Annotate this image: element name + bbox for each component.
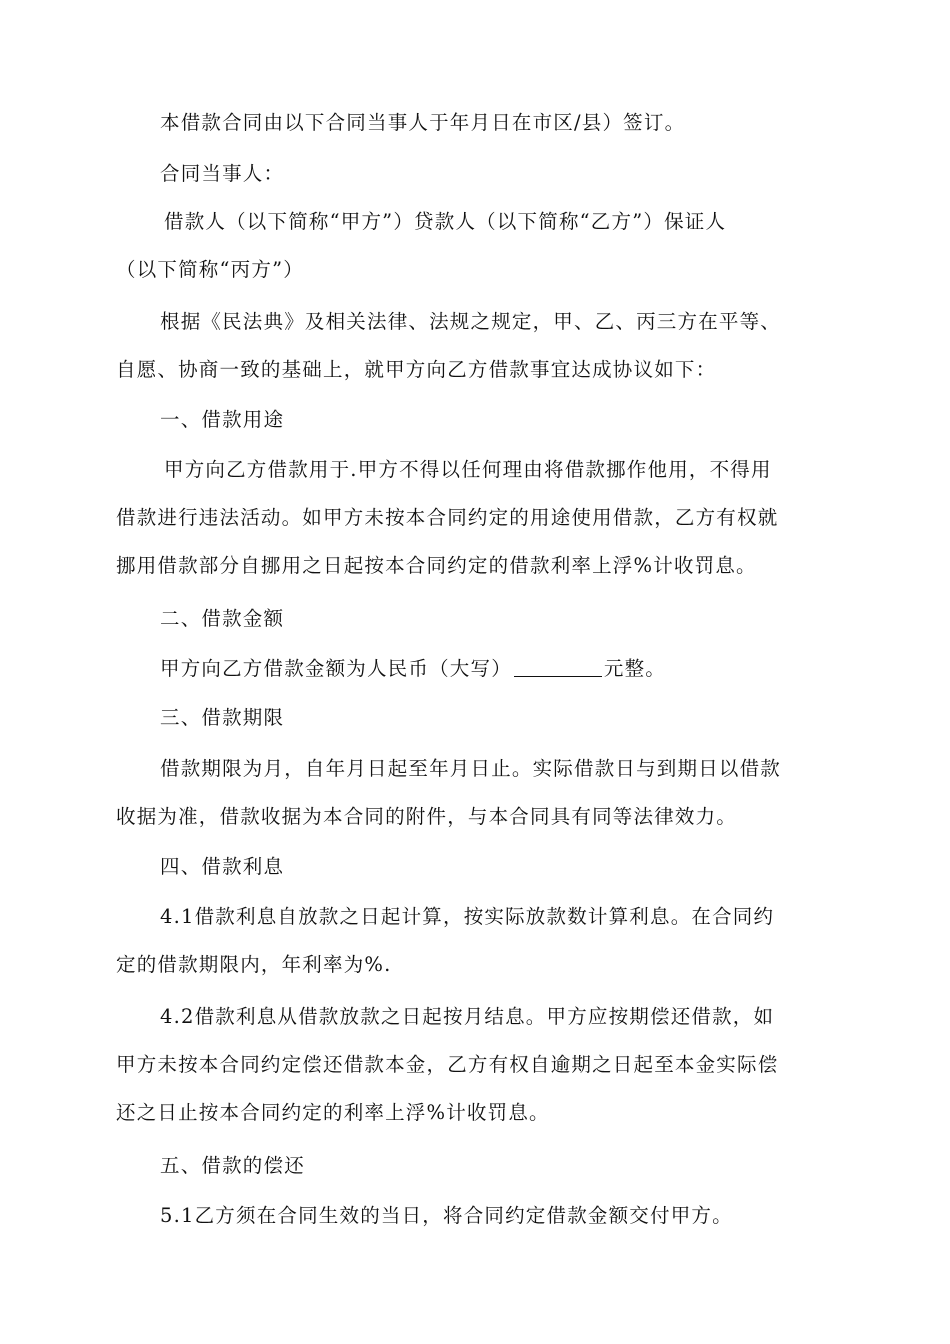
section-4-1-line-1: 4.1借款利息自放款之日起计算，按实际放款数计算利息。在合同约 <box>160 905 775 928</box>
section-2-text-after: 元整。 <box>603 657 667 680</box>
section-3-line-2: 收据为准，借款收据为本合同的附件，与本合同具有同等法律效力。 <box>116 805 738 828</box>
parties-heading: 合同当事人： <box>160 162 285 185</box>
section-1-line-3: 挪用借款部分自挪用之日起按本合同约定的借款利率上浮%计收罚息。 <box>116 554 757 577</box>
parties-line-2: （以下简称“丙方”） <box>116 258 304 281</box>
parties-line-1: 借款人（以下简称“甲方”）贷款人（以下简称“乙方”）保证人 <box>164 210 727 233</box>
section-5-title: 五、借款的偿还 <box>160 1154 305 1177</box>
section-3-title: 三、借款期限 <box>160 706 285 729</box>
amount-blank <box>514 658 602 677</box>
section-4-title: 四、借款利息 <box>160 855 285 878</box>
section-3-line-1: 借款期限为月，自年月日起至年月日止。实际借款日与到期日以借款 <box>160 757 782 780</box>
section-2-text <box>116 645 846 693</box>
basis-line-2: 自愿、协商一致的基础上，就甲方向乙方借款事宜达成协议如下： <box>116 358 717 381</box>
section-2-title: 二、借款金额 <box>160 607 285 630</box>
section-4-2-line-2: 甲方未按本合同约定偿还借款本金，乙方有权自逾期之日起至本金实际偿 <box>116 1053 779 1076</box>
basis-line-1: 根据《民法典》及相关法律、法规之规定，甲、乙、丙三方在平等、 <box>160 310 782 333</box>
section-5-1-line-1: 5.1乙方须在合同生效的当日，将合同约定借款金额交付甲方。 <box>160 1204 733 1227</box>
section-1-line-1: 甲方向乙方借款用于.甲方不得以任何理由将借款挪作他用，不得用 <box>164 458 772 481</box>
section-1-line-2: 借款进行违法活动。如甲方未按本合同约定的用途使用借款，乙方有权就 <box>116 506 779 529</box>
section-4-2-line-3: 还之日止按本合同约定的利率上浮%计收罚息。 <box>116 1101 550 1124</box>
intro-paragraph: 本借款合同由以下合同当事人于年月日在市区/县）签订。 <box>160 111 686 134</box>
section-1-title: 一、借款用途 <box>160 408 285 431</box>
section-4-2-line-1: 4.2借款利息从借款放款之日起按月结息。甲方应按期偿还借款，如 <box>160 1005 775 1028</box>
section-4-1-line-2: 定的借款期限内，年利率为%. <box>116 953 392 976</box>
section-2-text-before: 甲方向乙方借款金额为人民币（大写） <box>160 657 512 680</box>
